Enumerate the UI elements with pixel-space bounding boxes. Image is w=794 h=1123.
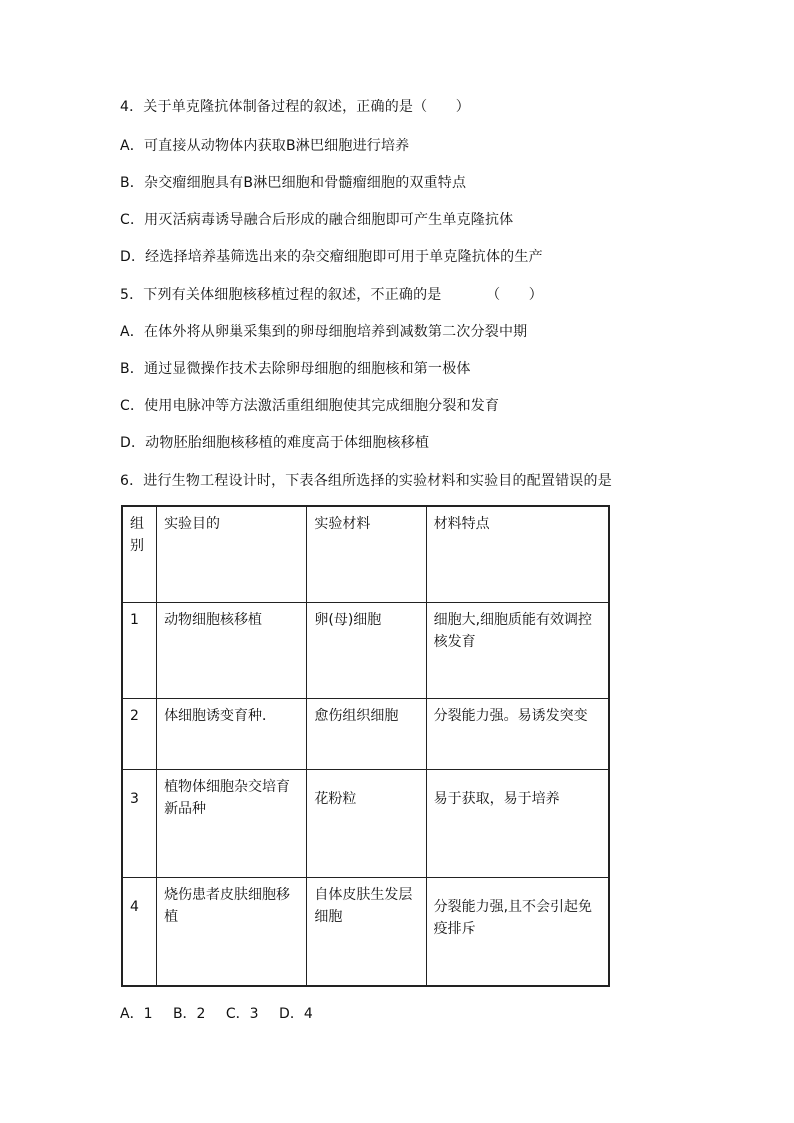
cell-material: 愈伤组织细胞 — [307, 699, 426, 770]
q5-stem: 5．下列有关体细胞核移植过程的叙述，不正确的是 — [120, 287, 442, 303]
header-feature: 材料特点 — [426, 506, 609, 603]
q5-option-a: A．在体外将从卵巢采集到的卵母细胞培养到减数第二次分裂中期 — [120, 324, 528, 340]
cell-group: 2 — [122, 699, 157, 770]
table-row — [122, 878, 609, 987]
q4-stem: 4．关于单克隆抗体制备过程的叙述，正确的是（ ） — [120, 99, 470, 115]
cell-purpose: 烧伤患者皮肤细胞移植 — [157, 878, 307, 987]
experiment-table — [121, 505, 610, 987]
table-row — [122, 699, 609, 770]
cell-purpose: 植物体细胞杂交培育新品种 — [157, 770, 307, 878]
q6-answer-b: B．2 — [172, 1006, 206, 1022]
q4-option-c: C．用灭活病毒诱导融合后形成的融合细胞即可产生单克隆抗体 — [120, 212, 514, 228]
header-group: 组别 — [122, 506, 157, 603]
cell-material: 花粉粒 — [307, 770, 426, 878]
q6-answer-d: D．4 — [279, 1006, 313, 1022]
q4-option-a: A．可直接从动物体内获取B淋巴细胞进行培养 — [120, 138, 410, 154]
q5-stem-line — [120, 286, 543, 304]
q4-option-d: D．经选择培养基筛选出来的杂交瘤细胞即可用于单克隆抗体的生产 — [120, 249, 543, 265]
header-purpose: 实验目的 — [157, 506, 307, 603]
cell-group: 3 — [122, 770, 157, 878]
table-row — [122, 603, 609, 699]
cell-purpose: 体细胞诱变育种． — [157, 699, 307, 770]
q5-option-c: C．使用电脉冲等方法激活重组细胞使其完成细胞分裂和发育 — [120, 398, 500, 414]
q6-answer-options — [120, 1003, 329, 1023]
cell-feature: 分裂能力强,且不会引起免疫排斥 — [426, 878, 609, 987]
cell-feature: 细胞大,细胞质能有效调控核发育 — [426, 603, 609, 699]
q5-option-d: D．动物胚胎细胞核移植的难度高于体细胞核移植 — [120, 435, 430, 451]
q4-option-b: B．杂交瘤细胞具有B淋巴细胞和骨髓瘤细胞的双重特点 — [120, 175, 467, 191]
cell-feature: 分裂能力强。易诱发突变 — [426, 699, 609, 770]
cell-purpose: 动物细胞核移植 — [157, 603, 307, 699]
cell-group: 1 — [122, 603, 157, 699]
table-row — [122, 770, 609, 878]
q5-answer-paren: （ ） — [486, 287, 543, 303]
q5-option-b: B．通过显微操作技术去除卵母细胞的细胞核和第一极体 — [120, 361, 471, 377]
q6-stem: 6．进行生物工程设计时，下表各组所选择的实验材料和实验目的配置错误的是 — [120, 473, 612, 489]
cell-group: 4 — [122, 878, 157, 987]
header-material: 实验材料 — [307, 506, 426, 603]
cell-material: 卵(母)细胞 — [307, 603, 426, 699]
q6-answer-a: A．1 — [120, 1006, 153, 1022]
cell-material: 自体皮肤生发层细胞 — [307, 878, 426, 987]
table-header-row — [122, 506, 609, 603]
q6-answer-c: C．3 — [225, 1006, 259, 1022]
cell-feature: 易于获取，易于培养 — [426, 770, 609, 878]
